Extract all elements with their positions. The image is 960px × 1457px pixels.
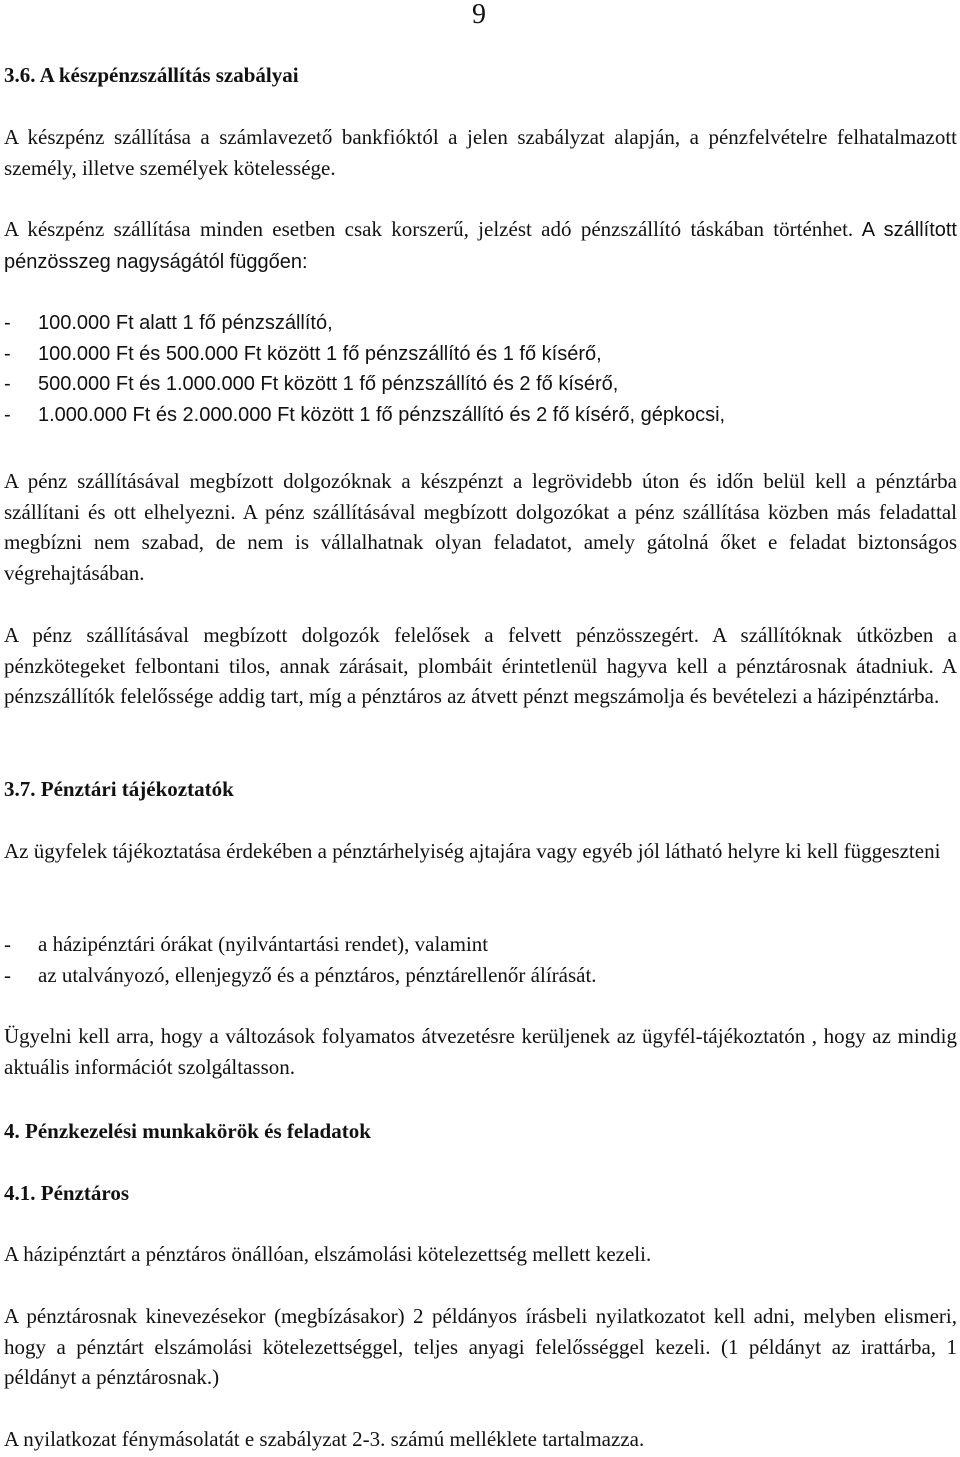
list-item-text: a házipénztári órákat (nyilvántartási rendet), valamint [38, 932, 489, 956]
list-item-text: 500.000 Ft és 1.000.000 Ft között 1 fő pénzszállító és 2 fő kísérő, [38, 373, 619, 396]
section-3-6-paragraph-4: A pénz szállításával megbízott dolgozók felelősek a felvett pénzösszegért. A szállítóknak útközben a pénzkötegeket felbontani tilos, annak zárásait, plombáit érintetlenül hagyva kell a pénztárosnak átadniuk. A pénzszállítók felelőssége addig tart, míg a pénztáros az átvett pénzt megszámolja és bevételezi a házipénztárba. [4, 623, 957, 709]
list-item [4, 339, 957, 370]
list-item-text: az utalványozó, ellenjegyző és a pénztáros, pénztárellenőr álírását. [38, 962, 597, 987]
list-dash: - [4, 312, 11, 334]
section-3-7-heading: 3.7. Pénztári tájékoztatók [4, 777, 234, 801]
section-3-6-transport-list [4, 308, 957, 430]
section-3-6-paragraph-1: A készpénz szállítása a számlavezető bankfióktól a jelen szabályzat alapján, a pénzfelvételre felhatalmazott személy, illetve személyek kötelessége. [4, 125, 957, 180]
list-item-text: 100.000 Ft alatt 1 fő pénzszállító, [38, 312, 333, 334]
section-4-1-heading: 4.1. Pénztáros [4, 1181, 130, 1205]
list-dash: - [4, 932, 11, 956]
section-3-7-paragraph-2: Ügyelni kell arra, hogy a változások folyamatos átvezetésre kerüljenek az ügyfél-tájékoztatón , hogy az mindig aktuális információt szolgáltasson. [4, 1024, 957, 1079]
list-item-text: 1.000.000 Ft és 2.000.000 Ft között 1 fő pénzszállító és 2 fő kísérő, gépkocsi, [38, 403, 726, 426]
section-3-7-notice-list [4, 929, 957, 990]
list-dash: - [4, 962, 11, 987]
paragraph-2-part-a: A készpénz szállítása minden esetben csak korszerű, jelzést adó pénzszállító táskában történhet. [4, 217, 854, 241]
section-4-1-paragraph-2: A pénztárosnak kinevezésekor (megbízásakor) 2 példányos írásbeli nyilatkozatot kell adni, melyben elismeri, hogy a pénztárt elszámolási kötelezettséggel, teljes anyagi felelősséggel kezeli. (1 példányt az irattárba, 1 példányt a pénztárosnak.) [4, 1304, 957, 1390]
paragraph-2-part-b: A szállított pénzösszeg nagyságától függően: [4, 219, 957, 273]
list-item-text: 100.000 Ft és 500.000 Ft között 1 fő pénzszállító és 1 fő kísérő, [38, 342, 602, 365]
list-dash: - [4, 403, 11, 426]
section-3-6-heading: 3.6. A készpénzszállítás szabályai [4, 63, 299, 87]
list-item [4, 960, 957, 991]
section-4-1-paragraph-3: A nyilatkozat fénymásolatát e szabályzat 2-3. számú melléklete tartalmazza. [4, 1427, 645, 1451]
section-4-heading: 4. Pénzkezelési munkakörök és feladatok [4, 1119, 371, 1143]
section-4-1-paragraph-1: A házipénztárt a pénztáros önállóan, elszámolási kötelezettség mellett kezeli. [4, 1242, 652, 1266]
list-item [4, 400, 957, 431]
section-3-6-paragraph-2 [4, 214, 957, 277]
list-dash: - [4, 342, 11, 365]
list-item [4, 308, 957, 339]
list-dash: - [4, 373, 11, 396]
section-3-6-paragraph-3: A pénz szállításával megbízott dolgozóknak a készpénzt a legrövidebb úton és időn belül kell a pénztárba szállítani és ott elhelyezni. A pénz szállításával megbízott dolgozókat a pénz szállítása közben más feladattal megbízni nem szabad, de nem is vállalhatnak olyan feladatot, amely gátolná őket e feladat biztonságos végrehajtásában. [4, 469, 957, 585]
list-item [4, 929, 957, 960]
page-number: 9 [472, 0, 486, 30]
section-3-7-paragraph-1: Az ügyfelek tájékoztatása érdekében a pénztárhelyiség ajtajára vagy egyéb jól látható helyre ki kell függeszteni [4, 839, 941, 863]
list-item [4, 369, 957, 400]
